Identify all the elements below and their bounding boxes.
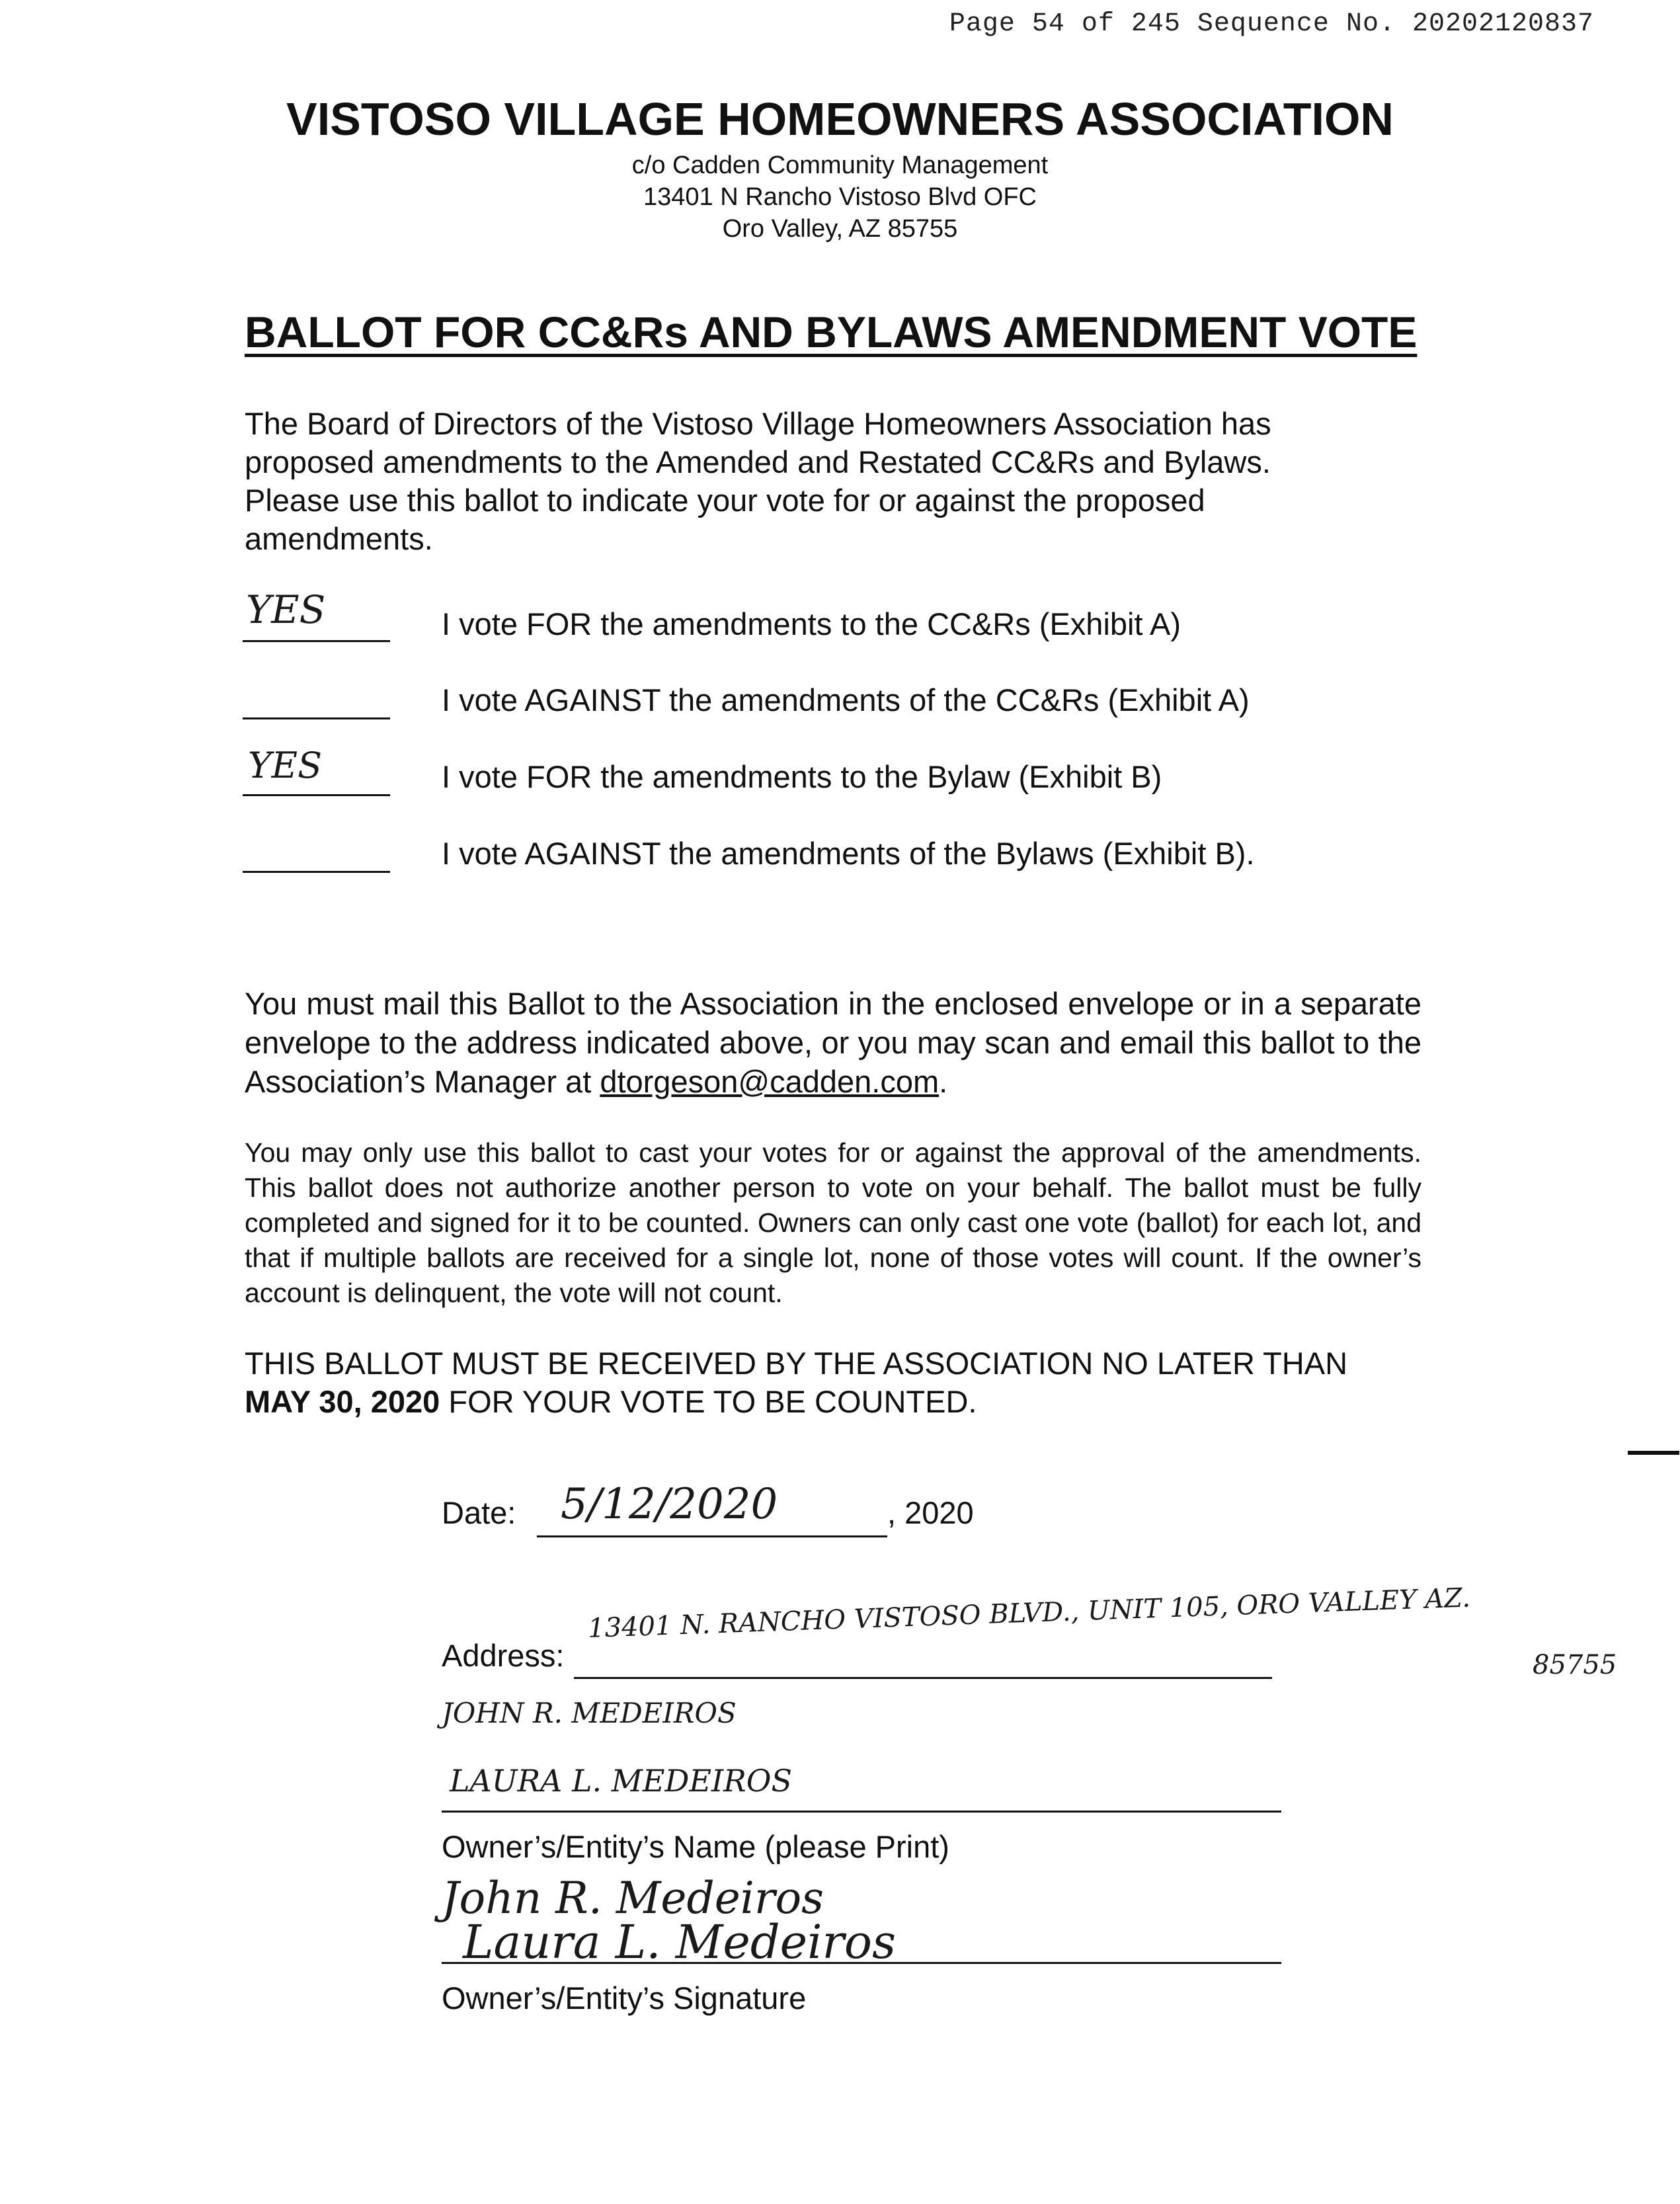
address-field[interactable] [574,1677,1272,1679]
intro-paragraph [245,405,1421,558]
vote-mark-line[interactable] [243,831,390,873]
mail-instructions-text: You must mail this Ballot to the Association in the enclosed envelope or in a separate envelope to the address indicated above, or you may scan and email this ballot to the Association’s Manager at [245,986,1421,1099]
deadline-notice [245,1344,1421,1421]
owner-name-caption: Owner’s/Entity’s Name (please Print) [442,1829,949,1864]
intro-line: amendments. [245,521,433,556]
vote-mark: YES [248,745,323,786]
address-zip: 85755 [1533,1650,1617,1680]
deadline-line: THIS BALLOT MUST BE RECEIVED BY THE ASSOCIATION NO LATER THAN [245,1346,1348,1381]
signature-field[interactable] [442,1962,1281,1964]
vote-label: I vote FOR the amendments to the CC&Rs (Exhibit A) [442,606,1181,641]
ballot-rules: You may only use this ballot to cast your votes for or against the approval of the amendments. This ballot does not authorize another person to vote on your behalf. The ballot must be fully completed and signed for it to be counted. Owners can only cast one vote (ballot) for each lot, and that if multiple ballots are received for a single lot, none of those votes will count. If the owner’s account is delinquent, the vote will not count. [245,1137,1421,1308]
deadline-rest: FOR YOUR VOTE TO BE COUNTED. [440,1384,977,1419]
signature-1: John R. Medeiros [442,1873,824,1924]
association-care-of: c/o Cadden Community Management [631,151,1049,179]
intro-line: Please use this ballot to indicate your vote for or against the proposed [245,483,1205,518]
signature-2: Laura L. Medeiros [463,1915,896,1969]
date-label: Date: [442,1495,516,1530]
address-value: 13401 N. RANCHO VISTOSO BLVD., UNIT 105, ORO VALLEY AZ. [587,1582,1471,1644]
vote-label: I vote AGAINST the amendments of the CC&Rs (Exhibit A) [442,682,1250,717]
owner-name-2: LAURA L. MEDEIROS [450,1763,792,1799]
vote-label: I vote FOR the amendments to the Bylaw (Exhibit B) [442,759,1162,794]
margin-mark [1628,1451,1679,1455]
manager-email-link[interactable]: dtorgeson@cadden.com [600,1064,940,1099]
intro-line: proposed amendments to the Amended and Restated CC&Rs and Bylaws. [245,444,1271,479]
signature-caption: Owner’s/Entity’s Signature [442,1980,807,2016]
association-name: VISTOSO VILLAGE HOMEOWNERS ASSOCIATION [286,93,1394,145]
address-label: Address: [442,1638,565,1673]
vote-mark-line[interactable] [243,678,390,719]
intro-line: The Board of Directors of the Vistoso Village Homeowners Association has [245,406,1271,441]
date-value: 5/12/2020 [561,1480,778,1529]
vote-mark: YES [246,587,326,632]
ballot-title: BALLOT FOR CC&Rs AND BYLAWS AMENDMENT VOTE [245,307,1418,356]
owner-name-field[interactable] [442,1811,1281,1813]
mail-instructions [245,984,1421,1101]
owner-name-1: JOHN R. MEDEIROS [442,1697,737,1729]
deadline-date: MAY 30, 2020 [245,1384,440,1419]
date-suffix: , 2020 [887,1495,974,1530]
association-street: 13401 N Rancho Vistoso Blvd OFC [643,183,1037,211]
association-city: Oro Valley, AZ 85755 [722,215,958,243]
page-sequence-header: Page 54 of 245 Sequence No. 20202120837 [949,9,1594,39]
date-field[interactable] [537,1535,887,1537]
mail-instructions-end: . [939,1064,948,1099]
vote-label: I vote AGAINST the amendments of the Bylaws (Exhibit B). [442,836,1255,871]
